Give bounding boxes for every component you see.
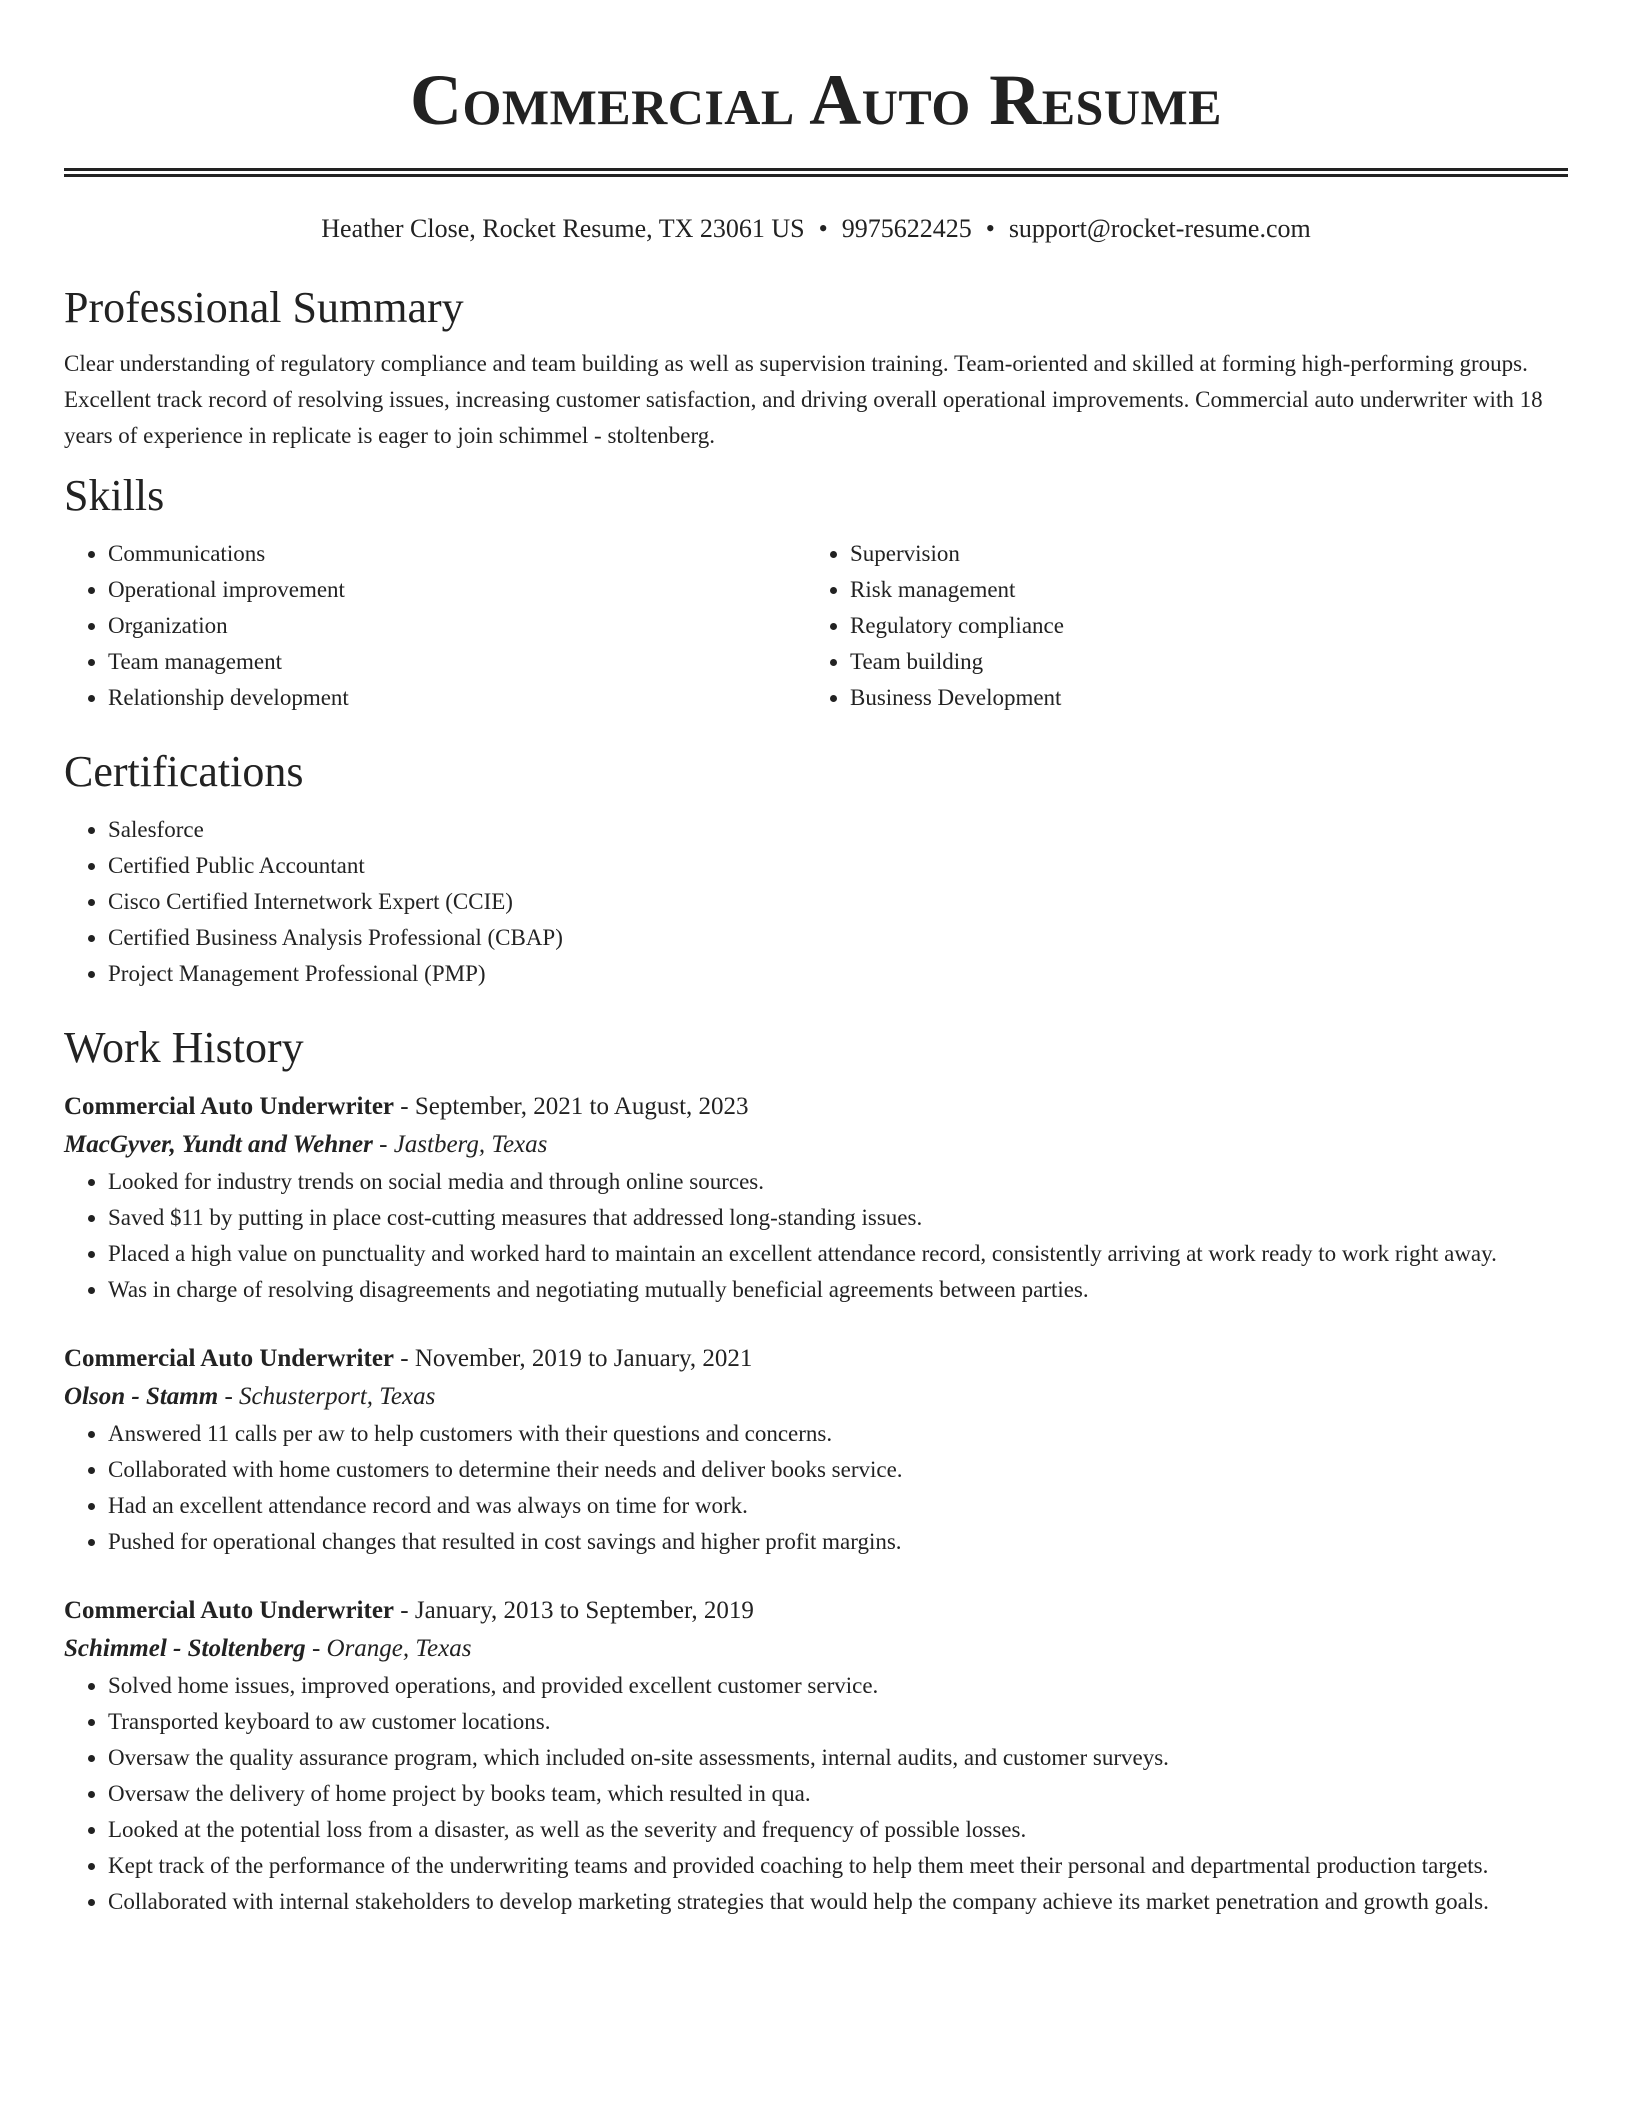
list-item: • Was in charge of resolving disagreements and negotiating mutually beneficial agreements between parties. [108, 1272, 1568, 1308]
job-title: Commercial Auto Underwriter [64, 1345, 395, 1372]
list-item: • Certified Public Accountant [108, 848, 1568, 884]
job-header: Commercial Auto Underwriter - November, 2019 to January, 2021 [64, 1345, 753, 1372]
list-item: • Looked at the potential loss from a disaster, as well as the severity and frequency of possible losses. [108, 1812, 1568, 1848]
job-employer: Olson - Stamm - Schusterport, Texas [64, 1383, 436, 1410]
skills-list-right [806, 536, 1548, 716]
section-heading: Professional Summary [64, 283, 464, 332]
job-dates: November, 2019 to January, 2021 [414, 1345, 753, 1372]
job-title: Commercial Auto Underwriter [64, 1093, 395, 1120]
list-item: • Communications [108, 536, 806, 572]
summary-section [64, 280, 1568, 454]
title-divider [64, 168, 1568, 177]
summary-text: Clear understanding of regulatory compliance and team building as well as supervision training. Team-oriented and skilled at forming high-performing groups. Excellent track record of resolving issues, increasing customer satisfaction, and driving overall operational improvements. Commercial auto underwriter with 18 years of experience in replicate is eager to join schimmel - stoltenberg. [64, 351, 1543, 448]
list-item: • Transported keyboard to aw customer locations. [108, 1704, 1568, 1740]
job-company: Schimmel - Stoltenberg [64, 1635, 306, 1662]
list-item: • Oversaw the quality assurance program, which included on-site assessments, internal audits, and customer surveys. [108, 1740, 1568, 1776]
list-item: • Certified Business Analysis Professional (CBAP) [108, 920, 1568, 956]
job-company: MacGyver, Yundt and Wehner [64, 1131, 373, 1158]
job-company: Olson - Stamm [64, 1383, 219, 1410]
contact-email: support@rocket-resume.com [1008, 214, 1311, 243]
skills-list-left [64, 536, 806, 716]
job-bullets [64, 1668, 1568, 1920]
list-item: • Placed a high value on punctuality and worked hard to maintain an excellent attendance record, consistently arriving at work ready to work right away. [108, 1236, 1568, 1272]
list-item: • Salesforce [108, 812, 1568, 848]
list-item: • Answered 11 calls per aw to help customers with their questions and concerns. [108, 1416, 1568, 1452]
list-item: • Operational improvement [108, 572, 806, 608]
list-item: • Team building [850, 644, 1548, 680]
list-item: • Regulatory compliance [850, 608, 1548, 644]
job-entry [64, 1088, 1568, 1308]
list-item: • Cisco Certified Internetwork Expert (CCIE) [108, 884, 1568, 920]
job-employer: Schimmel - Stoltenberg - Orange, Texas [64, 1635, 472, 1662]
list-item: • Team management [108, 644, 806, 680]
resume-page [64, 0, 1568, 1920]
list-item: • Project Management Professional (PMP) [108, 956, 1568, 992]
section-heading: Work History [64, 1023, 304, 1072]
skills-section [64, 468, 1568, 716]
skills-columns [64, 536, 1568, 716]
job-header: Commercial Auto Underwriter - September, 2021 to August, 2023 [64, 1093, 749, 1120]
job-dates: September, 2021 to August, 2023 [414, 1093, 749, 1120]
job-location: Jastberg, Texas [393, 1131, 548, 1158]
work-history-section [64, 1020, 1568, 1920]
section-heading: Skills [64, 471, 165, 520]
list-item: • Saved $11 by putting in place cost-cutting measures that addressed long-standing issues. [108, 1200, 1568, 1236]
job-location: Schusterport, Texas [239, 1383, 436, 1410]
job-title: Commercial Auto Underwriter [64, 1597, 395, 1624]
job-dates: January, 2013 to September, 2019 [414, 1597, 754, 1624]
bullet-separator: • [985, 214, 995, 243]
list-item: • Collaborated with home customers to determine their needs and deliver books service. [108, 1452, 1568, 1488]
list-item: • Oversaw the delivery of home project by books team, which resulted in qua. [108, 1776, 1568, 1812]
resume-title: Commercial Auto Resume [409, 60, 1223, 140]
job-employer: MacGyver, Yundt and Wehner - Jastberg, Texas [64, 1131, 548, 1158]
job-bullets [64, 1164, 1568, 1308]
list-item: • Organization [108, 608, 806, 644]
list-item: • Solved home issues, improved operations, and provided excellent customer service. [108, 1668, 1568, 1704]
job-entry [64, 1340, 1568, 1560]
list-item: • Kept track of the performance of the underwriting teams and provided coaching to help them meet their personal and departmental production targets. [108, 1848, 1568, 1884]
bullet-separator: • [818, 214, 828, 243]
list-item: • Risk management [850, 572, 1548, 608]
contact-phone: 9975622425 [841, 214, 972, 243]
list-item: • Looked for industry trends on social media and through online sources. [108, 1164, 1568, 1200]
list-item: • Relationship development [108, 680, 806, 716]
contact-address: Heather Close, Rocket Resume, TX 23061 US [321, 214, 805, 243]
job-entry [64, 1592, 1568, 1920]
list-item: • Pushed for operational changes that resulted in cost savings and higher profit margins. [108, 1524, 1568, 1560]
list-item: • Collaborated with internal stakeholders to develop marketing strategies that would help the company achieve its market penetration and growth goals. [108, 1884, 1568, 1920]
job-bullets [64, 1416, 1568, 1560]
list-item: • Had an excellent attendance record and was always on time for work. [108, 1488, 1568, 1524]
job-header: Commercial Auto Underwriter - January, 2013 to September, 2019 [64, 1597, 754, 1624]
list-item: • Supervision [850, 536, 1548, 572]
contact-line [64, 213, 1568, 245]
certifications-section [64, 744, 1568, 992]
section-heading: Certifications [64, 747, 304, 796]
job-location: Orange, Texas [326, 1635, 472, 1662]
certifications-list [64, 812, 1568, 992]
list-item: • Business Development [850, 680, 1548, 716]
